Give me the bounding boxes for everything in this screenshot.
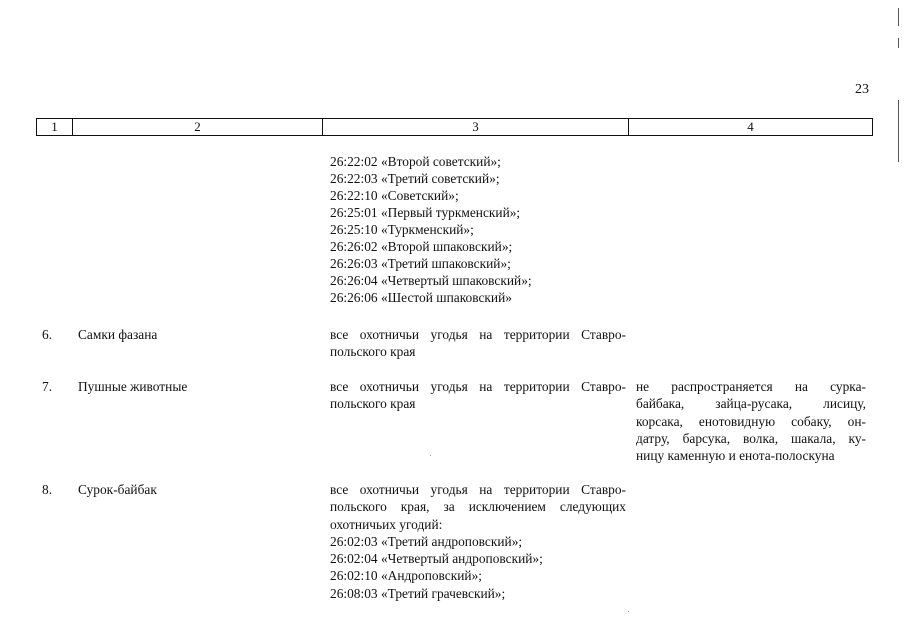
column-header-1: 1 bbox=[37, 119, 73, 135]
hunting-ground-entry: 26:02:03 «Третий андроповский»; bbox=[330, 533, 523, 549]
notes-line: не распространяется на сурка- bbox=[636, 379, 866, 394]
territory-line: все охотничьи угодья на территории Ставро- bbox=[330, 327, 626, 342]
page-edge-mark bbox=[898, 38, 899, 48]
territory-text bbox=[330, 481, 626, 602]
notes-line: датру, барсука, волка, шакала, ку- bbox=[636, 430, 866, 446]
hunting-ground-entry: 26:26:03 «Третий шпаковский»; bbox=[330, 256, 511, 271]
notes-line: байбака, зайца-русака, лисицу, bbox=[636, 396, 866, 412]
row-number: 6. bbox=[42, 327, 53, 342]
hunting-ground-entry: 26:08:03 «Третий грачевский»; bbox=[330, 585, 506, 601]
species-name: Самки фазана bbox=[78, 327, 158, 342]
hunting-ground-entry: 26:26:02 «Второй шпаковский»; bbox=[330, 239, 513, 254]
page-edge-mark bbox=[898, 8, 899, 26]
hunting-ground-entry: 26:02:04 «Четвертый андроповский»; bbox=[330, 551, 543, 567]
scan-speck bbox=[628, 611, 629, 612]
hunting-ground-entry: 26:22:03 «Третий советский»; bbox=[330, 171, 500, 186]
row-number: 8. bbox=[42, 482, 53, 497]
notes-line: ницу каменную и енота-полоскуна bbox=[636, 448, 835, 464]
hunting-ground-entry: 26:26:06 «Шестой шпаковский» bbox=[330, 290, 512, 305]
column-header-2: 2 bbox=[73, 119, 323, 135]
hunting-ground-entry: 26:22:10 «Советский»; bbox=[330, 188, 459, 203]
column-header-3: 3 bbox=[323, 119, 629, 135]
hunting-ground-entry: 26:25:10 «Туркменский»; bbox=[330, 222, 474, 237]
territory-line: все охотничьи угодья на территории Ставро- bbox=[330, 379, 626, 394]
territory-line: польского края bbox=[330, 344, 416, 360]
territory-line: польского края bbox=[330, 396, 416, 412]
notes-line: корсака, енотовидную собаку, он- bbox=[636, 413, 866, 429]
species-name: Сурок-байбак bbox=[78, 482, 157, 497]
scan-speck bbox=[430, 455, 431, 456]
territory-line: польского края, за исключением следующих bbox=[330, 499, 626, 515]
territory-line: все охотничьи угодья на территории Ставро- bbox=[330, 482, 626, 497]
hunting-ground-entry: 26:22:02 «Второй советский»; bbox=[330, 154, 501, 169]
column-header-4: 4 bbox=[747, 119, 754, 134]
species-name: Пушные животные bbox=[78, 379, 188, 394]
page-edge-mark bbox=[898, 100, 899, 162]
territory-text bbox=[330, 326, 626, 361]
column-header-table bbox=[36, 118, 873, 136]
page-number: 23 bbox=[855, 82, 869, 97]
territory-line: охотничьих угодий: bbox=[330, 516, 443, 532]
notes-text bbox=[636, 378, 866, 464]
hunting-ground-entry: 26:02:10 «Андроповский»; bbox=[330, 568, 482, 584]
territory-text bbox=[330, 378, 626, 413]
hunting-ground-entry: 26:25:01 «Первый туркменский»; bbox=[330, 205, 521, 220]
row-number: 7. bbox=[42, 379, 53, 394]
hunting-ground-entry: 26:26:04 «Четвертый шпаковский»; bbox=[330, 273, 532, 288]
